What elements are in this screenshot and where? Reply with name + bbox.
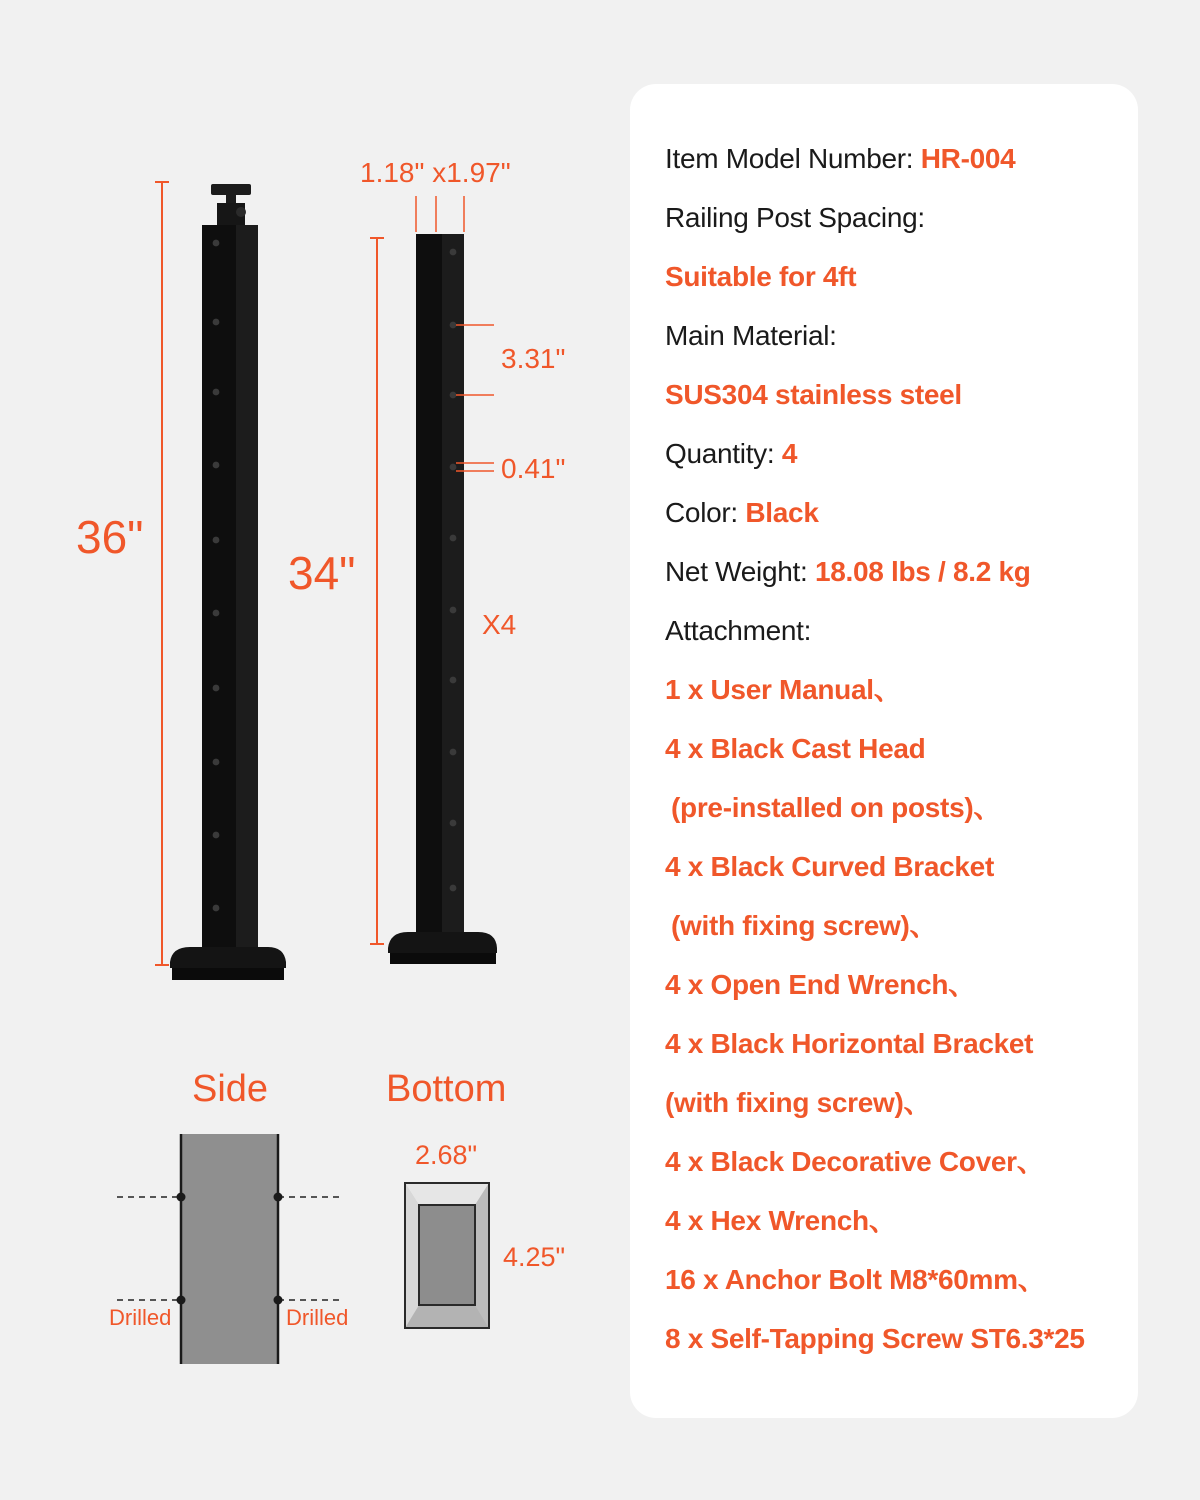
attachment-item: 4 x Black Cast Head: [665, 733, 926, 764]
attachment-item: 8 x Self-Tapping Screw ST6.3*25: [665, 1323, 1085, 1354]
spec-card: [630, 84, 1138, 1418]
spec-weight: [665, 553, 1085, 612]
spec-quantity-value: 4: [781, 438, 798, 469]
spec-color-label: Color:: [665, 497, 746, 528]
bottom-view-drawing: [405, 1183, 489, 1328]
spec-color: [665, 494, 1085, 553]
base-width-label: 2.68": [415, 1140, 478, 1170]
height-36-dimension-line: [155, 182, 169, 965]
spec-list: [665, 140, 1085, 1379]
drilled-left-label: Drilled: [109, 1305, 172, 1330]
height-34-dimension-line: [370, 238, 384, 944]
height-34-label: 34": [288, 547, 356, 599]
spec-attachment-label: Attachment:: [665, 615, 812, 646]
cross-section-ticks: [416, 196, 464, 232]
attachment-item: 4 x Black Horizontal Bracket: [665, 1028, 1034, 1059]
spec-weight-label: Net Weight:: [665, 556, 815, 587]
attachment-item: 16 x Anchor Bolt M8*60mm、: [665, 1264, 1046, 1295]
spec-spacing-label: Railing Post Spacing:: [665, 202, 925, 233]
attachment-item: 4 x Hex Wrench、: [665, 1205, 897, 1236]
hole-diameter-label: 0.41": [501, 453, 566, 484]
bottom-view-title: Bottom: [386, 1068, 507, 1110]
spec-color-value: Black: [745, 497, 819, 528]
base-length-label: 4.25": [503, 1242, 566, 1272]
spec-model-label: Item Model Number:: [665, 143, 921, 174]
attachment-item: 1 x User Manual、: [665, 674, 902, 705]
attachment-item: (pre-installed on posts)、: [671, 792, 1002, 823]
spec-material-label: Main Material:: [665, 320, 837, 351]
spec-quantity: [665, 435, 1085, 494]
cross-section-label: 1.18" x1.97": [360, 157, 511, 188]
attachment-item: 4 x Open End Wrench、: [665, 969, 976, 1000]
height-36-label: 36": [76, 511, 144, 563]
post-plain: [388, 234, 497, 964]
quantity-mark-label: X4: [482, 609, 517, 640]
spec-model: [665, 140, 1085, 199]
spec-material-value: SUS304 stainless steel: [665, 379, 962, 410]
drilled-right-label: Drilled: [286, 1305, 349, 1330]
attachment-item: 4 x Black Curved Bracket: [665, 851, 994, 882]
spec-quantity-label: Quantity:: [665, 438, 782, 469]
attachment-item: 4 x Black Decorative Cover、: [665, 1146, 1045, 1177]
spec-spacing-value: Suitable for 4ft: [665, 261, 857, 292]
attachment-item: (with fixing screw)、: [671, 910, 938, 941]
hole-spacing-label: 3.31": [501, 343, 566, 374]
side-view-title: Side: [192, 1068, 269, 1110]
attachment-item: (with fixing screw)、: [665, 1087, 932, 1118]
post-with-bracket: [170, 184, 286, 980]
spec-model-value: HR-004: [920, 143, 1016, 174]
spec-weight-value: 18.08 lbs / 8.2 kg: [814, 556, 1031, 587]
